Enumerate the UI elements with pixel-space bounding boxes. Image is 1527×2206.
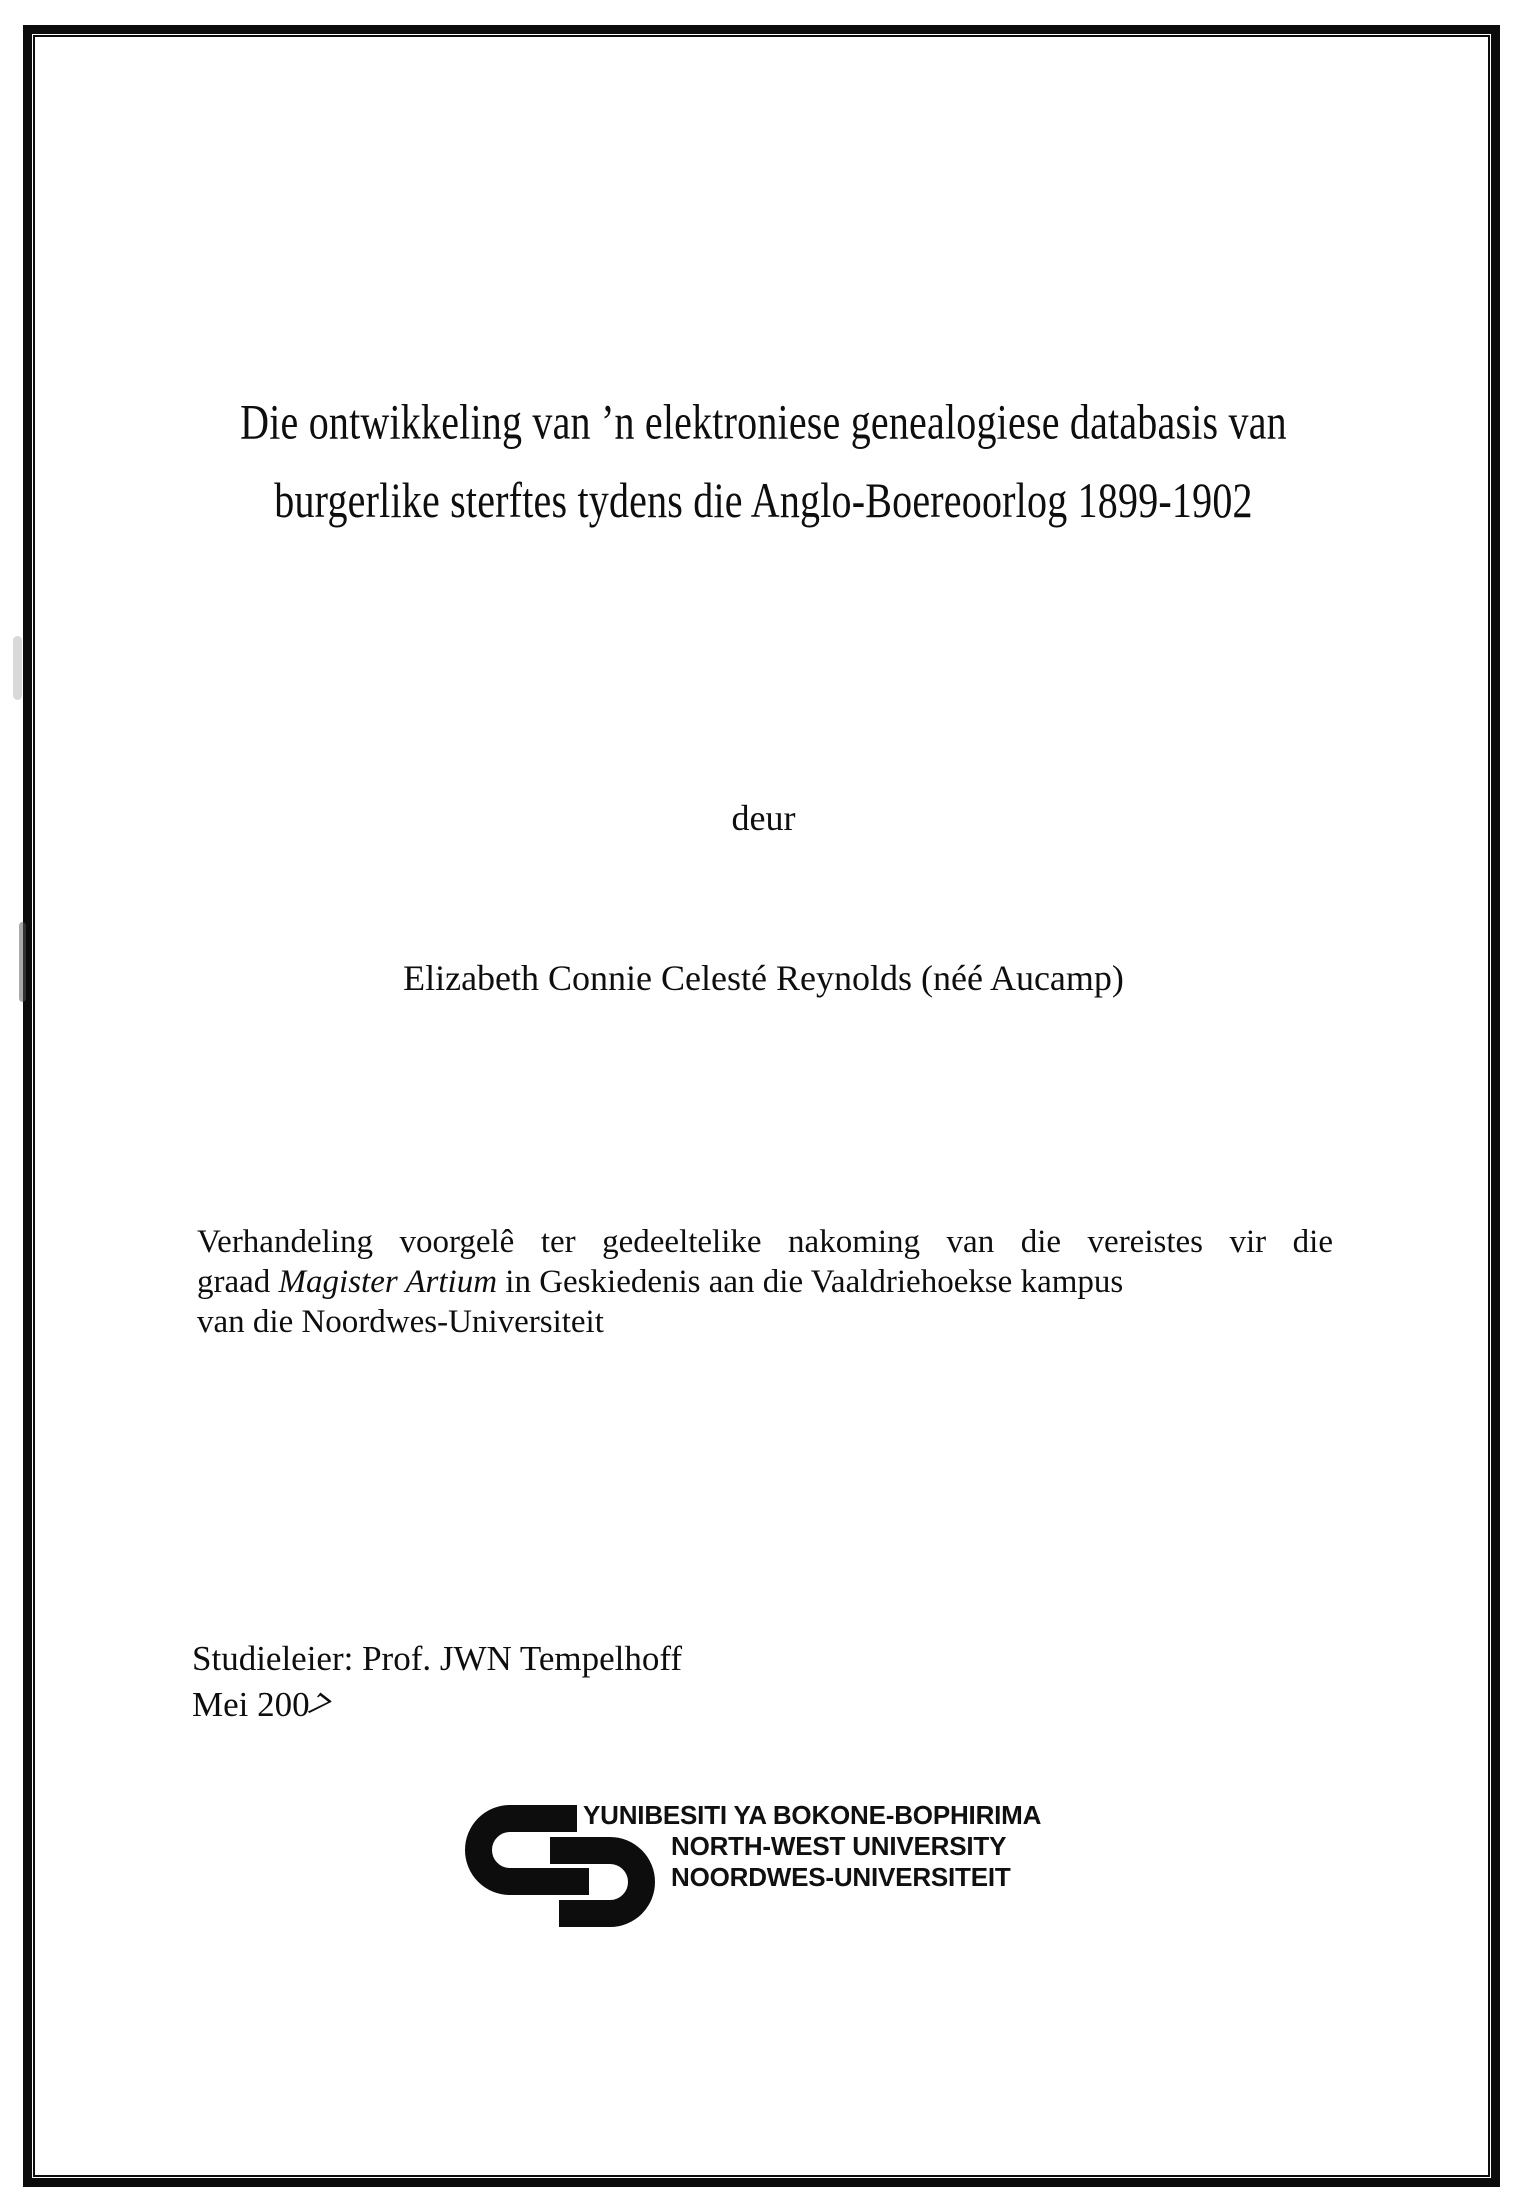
submission-line2-prefix: graad (197, 1264, 279, 1300)
date-last-digit: 7 (299, 1684, 337, 1727)
degree-name: Magister Artium (278, 1264, 498, 1300)
thesis-title-line2: burgerlike sterftes tydens die Anglo-Boereoorlog 1899-1902 (274, 472, 1253, 529)
byline-deur: deur (731, 798, 796, 838)
submission-line3: van die Noordwes-Universiteit (197, 1304, 604, 1340)
supervisor-line: Studieleier: Prof. JWN Tempelhoff (192, 1639, 683, 1678)
submission-line2 (197, 1262, 1333, 1302)
university-name-afrikaans: NOORDWES-UNIVERSITEIT (671, 1862, 1011, 1892)
thesis-title-line1: Die ontwikkeling van ’n elektroniese genealogiese databasis van (240, 393, 1287, 450)
author-name: Elizabeth Connie Celesté Reynolds (néé Aucamp) (403, 958, 1124, 998)
submission-line2-suffix: in Geskiedenis aan die Vaaldriehoekse kampus (497, 1264, 1124, 1300)
date-prefix: Mei 200 (192, 1685, 310, 1724)
scan-artifact (19, 922, 26, 1002)
scan-artifact (13, 636, 22, 700)
thesis-title (100, 382, 1427, 540)
submission-statement (197, 1222, 1333, 1342)
university-name-block (583, 1800, 1041, 1893)
date-line (192, 1682, 682, 1728)
supervisor-block (192, 1636, 682, 1728)
university-name-setswana: YUNIBESITI YA BOKONE-BOPHIRIMA (583, 1800, 1042, 1830)
submission-line1: Verhandeling voorgelê ter gedeeltelike nakoming van die vereistes vir die (197, 1224, 1333, 1260)
university-name-english: NORTH-WEST UNIVERSITY (671, 1831, 1007, 1861)
